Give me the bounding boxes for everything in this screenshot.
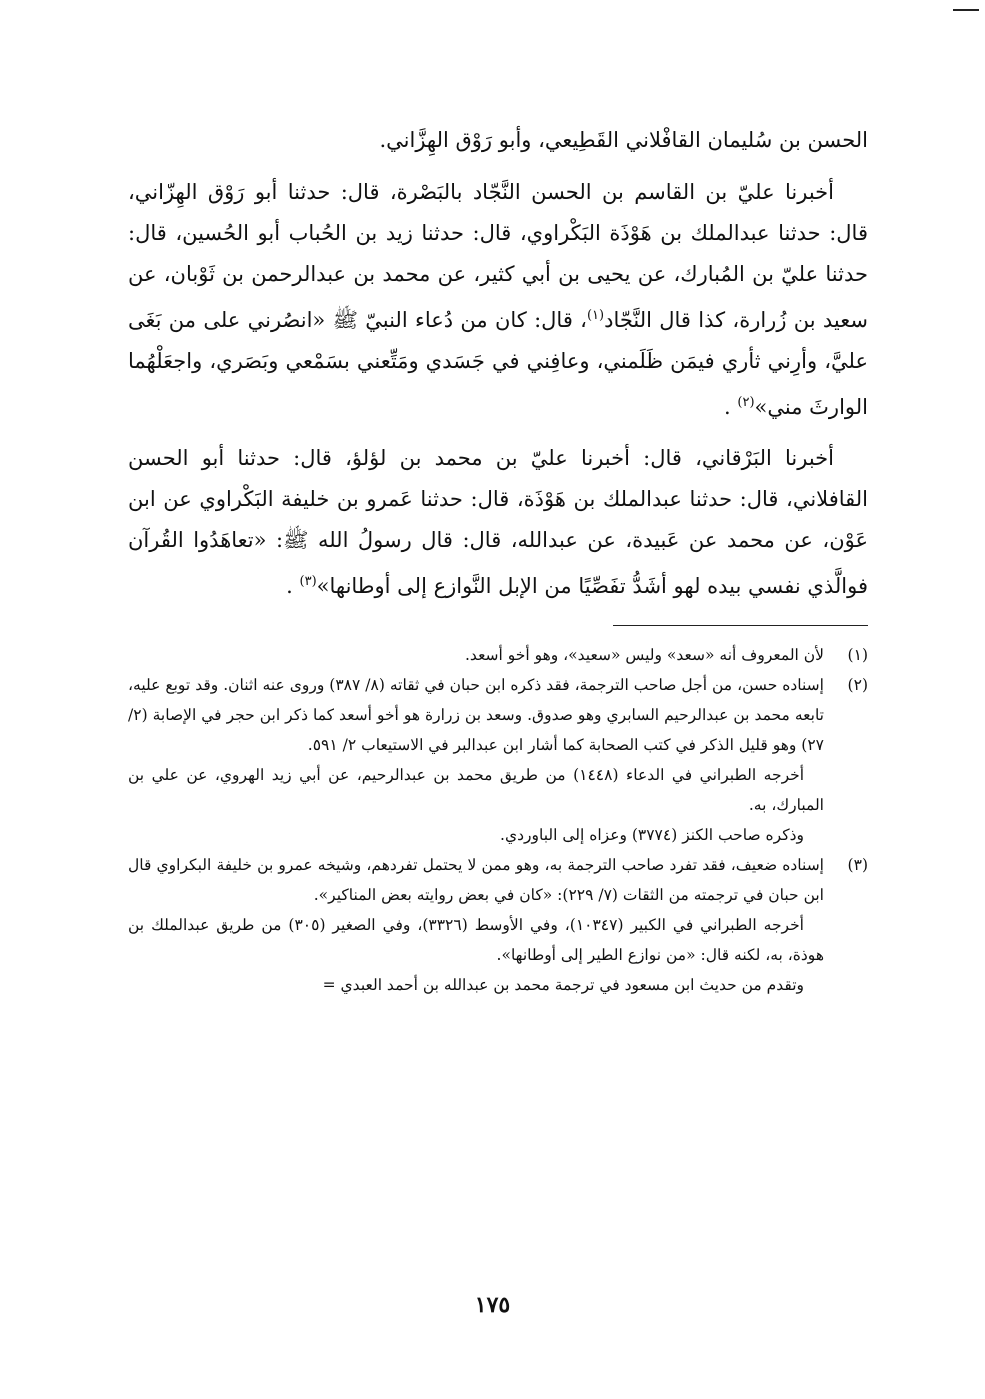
page-number: ١٧٥ — [474, 1292, 511, 1318]
footnote-2-line-1: إسناده حسن، من أجل صاحب الترجمة، فقد ذكره ابن حبان في ثقاته (٨/ ٣٨٧) وروى عنه اثنان. وقد توبع عليه، تابعه محمد بن عبدالرحيم السابري وهو صدوق. وسعد بن زرارة هو أخو أسعد كما ذكر ابن حجر في الإصابة (٢/ ٢٧) وهو قليل الذكر في كتب الصحابة كما أشار ابن عبدالبر في الاستيعاب ٢/ ٥٩١. — [128, 676, 824, 754]
footnote-3-line-1: إسناده ضعيف، فقد تفرد صاحب الترجمة به، وهو ممن لا يحتمل تفردهم، وشيخه عمرو بن خليفة البكراوي قال ابن حبان في ترجمته من الثقات (٧/ ٢٢٩): «كان في بعض روايته بعض المناكير». — [128, 856, 824, 904]
footnote-2 — [128, 670, 868, 850]
footnote-3-line-2: أخرجه الطبراني في الكبير (١٠٣٤٧)، وفي الأوسط (٣٣٢٦)، وفي الصغير (٣٠٥) من طريق عبدالملك بن هوذة، به، لكنه قال: «من نوازع الطير إلى أوطانها». — [128, 916, 824, 964]
hadith-paragraph-2 — [128, 438, 868, 607]
paragraph-2-end: . — [286, 574, 293, 598]
footnote-3-number: (٣) — [847, 856, 868, 874]
footnote-3 — [128, 850, 868, 1000]
paragraph-1-mid: ، قال: كان من دُعاء النبيّ ﷺ «انصُرني على من بَغَى عليَّ، وأرِني ثأري فيمَن ظَلَمني، وعافِني في جَسَدي ومَتِّعني بسَمْعي وبَصَري، واجعَلْهُما الوارثَ مني» — [128, 308, 868, 419]
footnote-3-line-3: وتقدم من حديث ابن مسعود في ترجمة محمد بن عبدالله بن أحمد العبدي = — [322, 976, 804, 994]
footnote-2-line-2: أخرجه الطبراني في الدعاء (١٤٤٨) من طريق محمد بن عبدالرحيم، عن أبي زيد الهروي، عن علي بن المبارك، به. — [128, 766, 824, 814]
footnote-ref-1[interactable]: (١) — [586, 308, 605, 323]
footnote-2-number: (٢) — [847, 676, 868, 694]
hadith-paragraph-1 — [128, 172, 868, 428]
footnote-ref-3[interactable]: (٣) — [299, 574, 317, 589]
paragraph-1-end: . — [724, 395, 731, 419]
footnote-1-number: (١) — [847, 646, 868, 664]
intro-line: الحسن بن سُليمان القافْلاني القَطِيعي، وأبو رَوْق الهِزَّاني. — [379, 128, 868, 152]
footnote-separator — [613, 625, 868, 626]
footnote-1 — [128, 640, 868, 670]
footnote-ref-2[interactable]: (٢) — [737, 395, 755, 410]
paragraph-2-text: أخبرنا البَرْقاني، قال: أخبرنا عليّ بن محمد بن لؤلؤ، قال: حدثنا أبو الحسن القافلاني، قال: حدثنا عبدالملك بن هَوْذَة، قال: حدثنا عَمرو بن خليفة البَكْراوي عن ابن عَوْن، عن محمد عن عَبيدة، عن عبدالله، قال: قال رسولُ الله ﷺ: «تعاهَدُوا القُرآن فوالَّذي نفسي بيده لهو أشَدُّ تفَصِّيًا من الإبل النَّوازع إلى أوطانها» — [128, 446, 868, 598]
paragraph-1-text: أخبرنا عليّ بن القاسم بن الحسن النَّجّاد بالبَصْرة، قال: حدثنا أبو رَوْق الهِزّاني، قال: حدثنا عبدالملك بن هَوْذَة البَكْراوي، قال: حدثنا زيد بن الحُباب أبو الحُسين، قال: حدثنا عليّ بن المُبارك، عن يحيى بن أبي كثير، عن محمد بن عبدالرحمن بن ثَوْبان، عن سعيد بن زُرارة، كذا قال النَّجّاد — [128, 180, 868, 332]
footnote-2-line-3: وذكره صاحب الكنز (٣٧٧٤) وعزاه إلى الباوردي. — [500, 826, 804, 844]
page-body — [128, 120, 868, 1000]
corner-mark — [953, 9, 979, 11]
footnote-1-line-1: لأن المعروف أنه «سعد» وليس «سعيد»، وهو أخو أسعد. — [465, 646, 824, 664]
